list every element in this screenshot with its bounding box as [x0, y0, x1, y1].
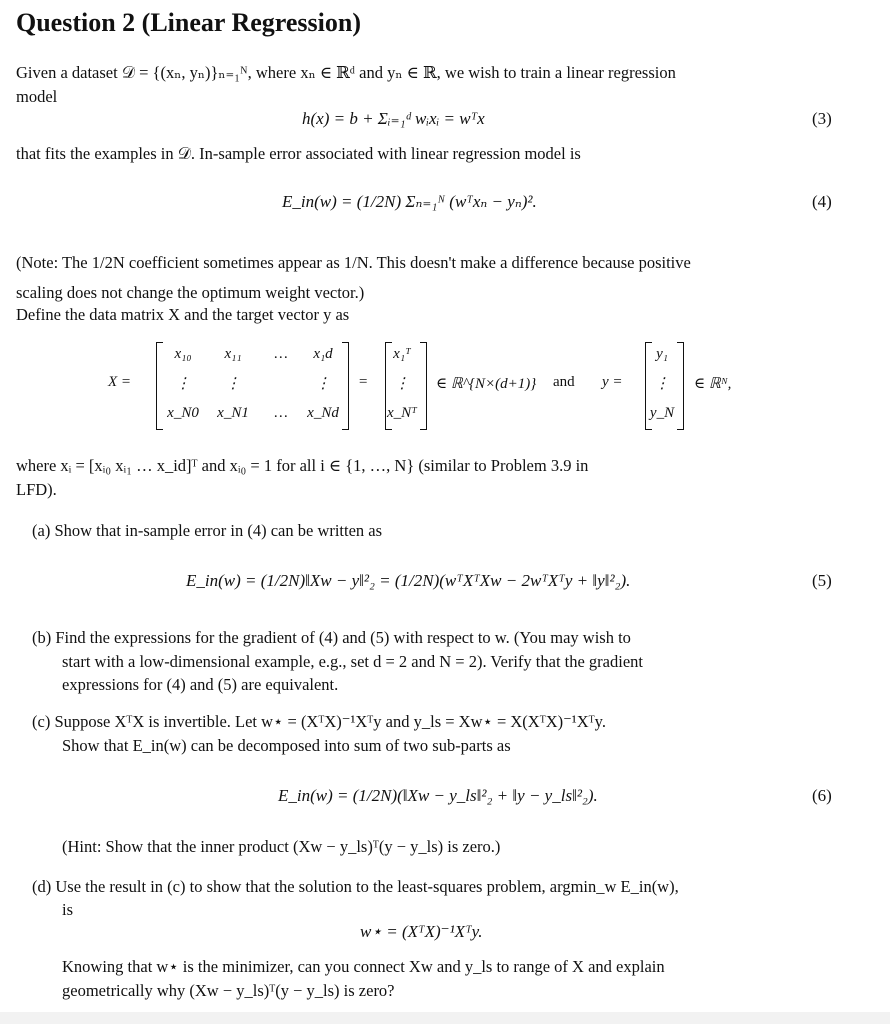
note-line-1: (Note: The 1/2N coefficient sometimes appear as 1/N. This doesn't make a difference because positive	[16, 253, 691, 272]
intro-line-1: Given a dataset 𝒟 = {(xₙ, yₙ)}ₙ₌₁ᴺ, where xₙ ∈ ℝᵈ and yₙ ∈ ℝ, we wish to train a linear regression	[16, 63, 676, 82]
matrix-cell: x_N0	[167, 405, 199, 421]
equation-4-number: (4)	[812, 192, 832, 211]
y-dimension: ∈ ℝᴺ,	[694, 376, 732, 392]
final-line-2: geometrically why (Xw − y_ls)ᵀ(y − y_ls) is zero?	[62, 981, 395, 1000]
matrix-cell: ⋮	[225, 376, 241, 392]
yvec-right-bracket	[677, 342, 684, 430]
matrix-cell: ⋮	[175, 376, 191, 392]
matrix-cell: …	[274, 346, 288, 362]
matrix-dimension: ∈ ℝ^{N×(d+1)}	[436, 376, 537, 392]
hint-text: (Hint: Show that the inner product (Xw − y_ls)ᵀ(y − y_ls) is zero.)	[62, 837, 501, 856]
matrix-cell: x₁d	[313, 346, 333, 362]
part-c-line-1: (c) Suppose XᵀX is invertible. Let w⋆ = (XᵀX)⁻¹Xᵀy and y_ls = Xw⋆ = X(XᵀX)⁻¹Xᵀy.	[32, 712, 606, 731]
equation-3-number: (3)	[812, 109, 832, 128]
part-d-line-1: (d) Use the result in (c) to show that the solution to the least-squares problem, argmin_w E_in(w),	[32, 877, 679, 896]
matrix-x-label: X =	[108, 374, 132, 390]
equation-6: E_in(w) = (1/2N)(‖Xw − y_ls‖²₂ + ‖y − y_ls‖²₂).	[278, 786, 598, 805]
rowvec-right-bracket	[420, 342, 427, 430]
matrix-cell: x₁₁	[224, 346, 242, 362]
part-a-text: (a) Show that in-sample error in (4) can be written as	[32, 521, 383, 540]
yvec-cell: ⋮	[654, 376, 670, 392]
rowvec-cell: x₁ᵀ	[393, 346, 411, 362]
yvec-cell: y_N	[649, 405, 675, 421]
equation-5: E_in(w) = (1/2N)‖Xw − y‖²₂ = (1/2N)(wᵀXᵀXw − 2wᵀXᵀy + ‖y‖²₂).	[186, 571, 631, 590]
final-line-1: Knowing that w⋆ is the minimizer, can you connect Xw and y_ls to range of X and explain	[62, 957, 665, 976]
define-text: Define the data matrix X and the target vector y as	[16, 305, 350, 324]
part-c-line-2: Show that E_in(w) can be decomposed into sum of two sub-parts as	[62, 736, 511, 755]
matrix-equals: =	[358, 374, 369, 390]
intro-line-2: model	[16, 87, 58, 106]
note-line-2: scaling does not change the optimum weight vector.)	[16, 283, 365, 302]
matrix-cell: x_Nd	[307, 405, 339, 421]
matrix-cell: x_N1	[217, 405, 249, 421]
equation-5-number: (5)	[812, 571, 832, 590]
page-bottom-edge	[0, 1012, 890, 1024]
fits-text: that fits the examples in 𝒟. In-sample error associated with linear regression model is	[16, 144, 581, 163]
matrix-and: and	[553, 374, 575, 390]
equation-6-number: (6)	[812, 786, 832, 805]
part-d-line-2: is	[62, 900, 74, 919]
part-b-line-2: start with a low-dimensional example, e.g., set d = 2 and N = 2). Verify that the gradient	[62, 652, 643, 671]
question-title: Question 2 (Linear Regression)	[16, 8, 361, 37]
matrix-cell: ⋮	[315, 376, 331, 392]
rowvec-cell: ⋮	[394, 376, 410, 392]
y-label: y =	[602, 374, 623, 390]
matrix-right-bracket	[342, 342, 349, 430]
equation-4: E_in(w) = (1/2N) Σₙ₌₁ᴺ (wᵀxₙ − yₙ)².	[282, 192, 537, 211]
rowvec-cell: x_Nᵀ	[387, 405, 417, 421]
matrix-cell: x₁₀	[174, 346, 192, 362]
part-b-line-1: (b) Find the expressions for the gradient of (4) and (5) with respect to w. (You may wish to	[32, 628, 631, 647]
equation-3: h(x) = b + Σᵢ₌₁ᵈ wᵢxᵢ = wᵀx	[302, 109, 485, 128]
where-line-1: where xᵢ = [xᵢ₀ xᵢ₁ … x_id]ᵀ and xᵢ₀ = 1 for all i ∈ {1, …, N} (similar to Problem 3.9 in	[16, 456, 589, 475]
part-b-line-3: expressions for (4) and (5) are equivalent.	[62, 675, 339, 694]
matrix-cell: …	[274, 405, 288, 421]
yvec-cell: y₁	[656, 346, 668, 362]
where-line-2: LFD).	[16, 480, 57, 499]
equation-7: w⋆ = (XᵀX)⁻¹Xᵀy.	[360, 922, 483, 941]
